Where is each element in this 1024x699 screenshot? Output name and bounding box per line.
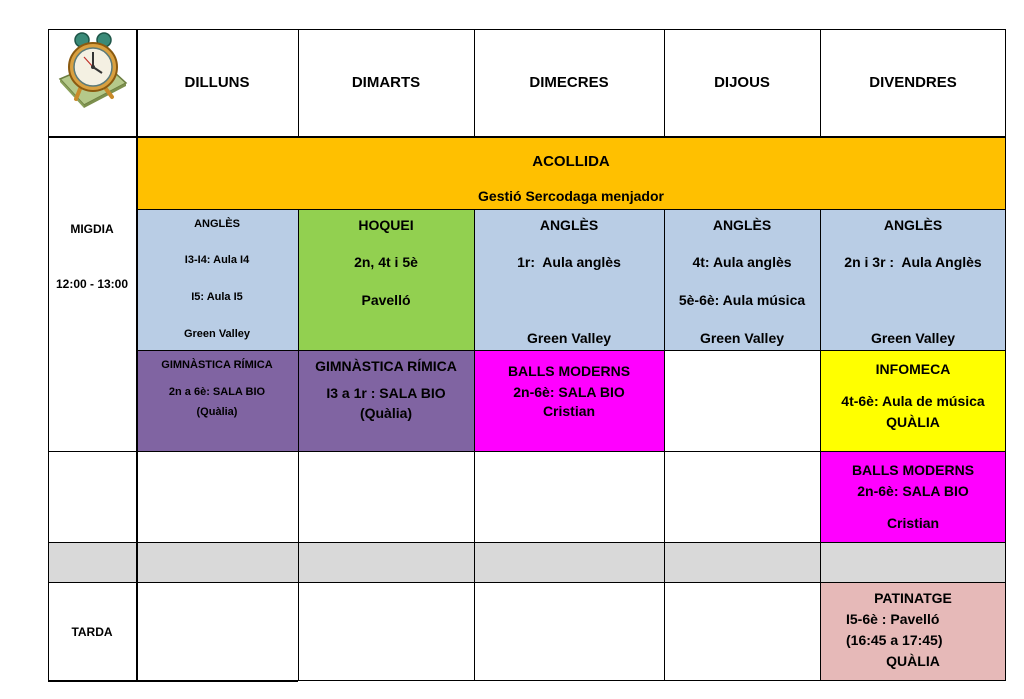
acollida-title: ACOLLIDA — [532, 153, 610, 170]
monday-gimnastica-line: 2n a 6è: SALA BIO — [168, 386, 266, 398]
grid-line — [820, 209, 821, 681]
monday-angles-line: I5: Aula I5 — [191, 291, 243, 303]
friday-angles-line: Green Valley — [870, 330, 956, 346]
day-label: DIVENDRES — [869, 74, 957, 91]
wednesday-balls-line: 2n-6è: SALA BIO — [513, 384, 625, 400]
grid-line — [136, 29, 138, 681]
grid-line — [48, 582, 1006, 583]
monday-gimnastica-title: GIMNÀSTICA RÍMICA — [161, 359, 273, 371]
day-label: DILLUNS — [184, 74, 250, 91]
table-border — [48, 29, 1006, 681]
day-label: DIJOUS — [714, 74, 770, 91]
wednesday-balls-title: BALLS MODERNS — [507, 363, 631, 379]
tuesday-gimnastica-line: I3 a 1r : SALA BIO — [326, 385, 446, 401]
grid-line — [48, 542, 1006, 543]
thursday-angles-title: ANGLÈS — [712, 217, 772, 233]
grid-line — [48, 136, 1006, 138]
infomeca-title: INFOMECA — [875, 361, 951, 377]
wednesday-angles-title: ANGLÈS — [539, 217, 599, 233]
acollida-subtitle: Gestió Sercodaga menjador — [478, 188, 664, 204]
hoquei-title: HOQUEI — [358, 217, 414, 233]
grid-line — [664, 209, 665, 681]
grid-line — [820, 29, 821, 136]
friday-angles-title: ANGLÈS — [883, 217, 943, 233]
monday-angles-title: ANGLÈS — [194, 218, 240, 230]
grid-line — [474, 29, 475, 136]
row-time-text: 12:00 - 13:00 — [55, 277, 129, 291]
day-label: DIMECRES — [529, 74, 609, 91]
hoquei-line: 2n, 4t i 5è — [354, 254, 418, 270]
weekly-schedule-table — [48, 29, 1006, 681]
monday-angles-line: I3-I4: Aula I4 — [184, 254, 250, 266]
monday-gimnastica-line: (Quàlia) — [196, 406, 238, 418]
friday-angles-line: 2n i 3r : Aula Anglès — [844, 254, 982, 270]
friday-balls-line: Cristian — [886, 515, 940, 531]
grid-line — [664, 29, 665, 136]
wednesday-balls-line: Cristian — [542, 403, 596, 419]
infomeca-line: 4t-6è: Aula de música — [841, 393, 985, 409]
patinatge-title: PATINATGE — [874, 590, 952, 606]
grid-line — [474, 209, 475, 681]
tuesday-gimnastica-line: (Quàlia) — [359, 405, 413, 421]
patinatge-line: QUÀLIA — [886, 653, 940, 669]
grid-line — [298, 209, 299, 681]
monday-angles-line: Green Valley — [183, 328, 251, 340]
friday-balls-line: 2n-6è: SALA BIO — [857, 483, 969, 499]
tuesday-gimnastica-title: GIMNÀSTICA RÍMICA — [315, 358, 457, 374]
row-label-text: TARDA — [71, 624, 113, 639]
friday-balls-title: BALLS MODERNS — [851, 462, 975, 478]
grid-line — [136, 209, 1006, 210]
thursday-angles-line: 5è-6è: Aula música — [678, 292, 806, 308]
grid-line — [48, 680, 298, 682]
wednesday-angles-line: Green Valley — [526, 330, 612, 346]
day-label: DIMARTS — [351, 74, 421, 91]
wednesday-angles-line: 1r: Aula anglès — [517, 254, 621, 270]
thursday-angles-line: Green Valley — [699, 330, 785, 346]
patinatge-line: I5-6è : Pavelló — [846, 611, 940, 627]
infomeca-line: QUÀLIA — [886, 414, 940, 430]
grid-line — [298, 29, 299, 136]
patinatge-line: (16:45 a 17:45) — [846, 632, 943, 648]
thursday-angles-line: 4t: Aula anglès — [692, 254, 792, 270]
grid-line — [136, 350, 1006, 351]
grid-line — [48, 451, 1006, 452]
row-label-text: MIGDIA — [70, 222, 114, 236]
hoquei-line: Pavelló — [361, 292, 411, 308]
